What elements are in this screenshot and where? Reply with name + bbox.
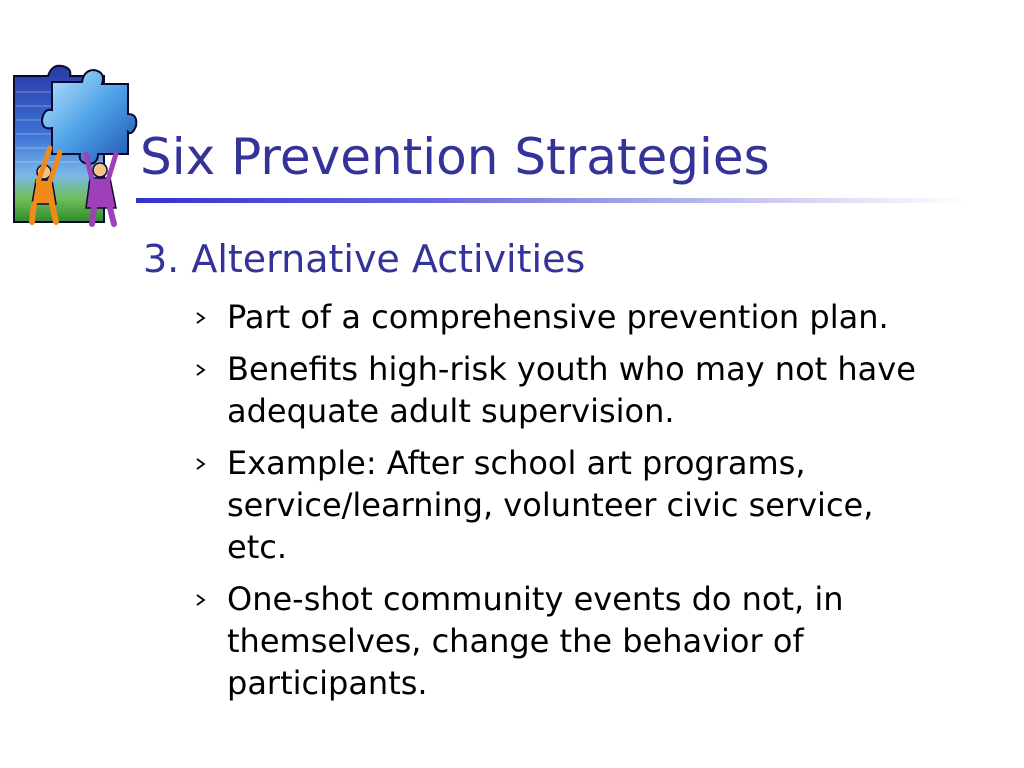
bullet-text: Part of a comprehensive prevention plan. bbox=[227, 298, 889, 336]
chevron-right-icon bbox=[194, 311, 208, 325]
bullet-text: Example: After school art programs, service/learning, volunteer civic service, etc. bbox=[227, 444, 874, 566]
chevron-right-icon bbox=[194, 457, 208, 471]
bullet-text: One-shot community events do not, in themselves, change the behavior of participants. bbox=[227, 580, 844, 702]
list-item bbox=[190, 296, 990, 338]
list-item bbox=[190, 442, 990, 568]
chevron-right-icon bbox=[194, 363, 208, 377]
chevron-right-icon bbox=[194, 593, 208, 607]
list-item bbox=[190, 578, 990, 704]
title-divider bbox=[136, 198, 966, 203]
bullet-text: Benefits high-risk youth who may not have adequate adult supervision. bbox=[227, 350, 916, 430]
section-heading: 3. Alternative Activities bbox=[143, 237, 586, 281]
bullet-list bbox=[190, 296, 990, 714]
puzzle-teamwork-icon bbox=[12, 62, 138, 228]
slide-title: Six Prevention Strategies bbox=[140, 128, 770, 186]
list-item bbox=[190, 348, 990, 432]
